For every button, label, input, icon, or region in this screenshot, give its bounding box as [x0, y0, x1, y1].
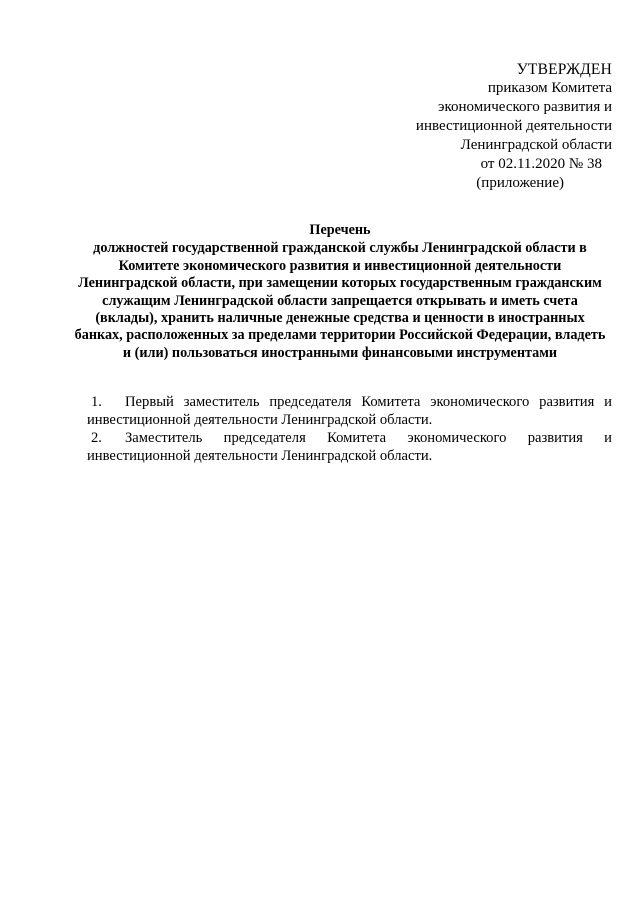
list-item-number: 2.: [91, 430, 102, 446]
positions-list: [87, 393, 612, 465]
list-item-text: Первый заместитель председателя Комитета экономического развития и: [125, 394, 612, 410]
approval-date-text: от 02.11.2020 № 38: [480, 156, 602, 172]
document-title-block: [70, 222, 610, 362]
list-item-first-line: [87, 393, 612, 411]
list-item-first-line: [87, 429, 612, 447]
list-item: [87, 429, 612, 465]
list-item-continuation: инвестиционной деятельности Ленинградской области.: [87, 412, 433, 428]
approval-heading: УТВЕРЖДЕН: [516, 61, 612, 78]
approval-line-region: Ленинградской области: [460, 137, 612, 153]
approval-date-number: [352, 155, 612, 174]
approval-annex: (приложение): [476, 175, 564, 191]
approval-line-order: приказом Комитета: [487, 80, 612, 96]
document-description: должностей государственной гражданской службы Ленинградской области в Комитете экономического развития и инвестиционной деятельности Ленинградской области, при замещении которых государственным гражданским служащим Ленинградской области запрещается открывать и иметь счета (вклады), хранить наличные денежные средства и ценности в иностранных банках, расположенных за пределами территории Российской Федерации, владеть и (или) пользоваться иностранными финансовыми инструментами: [74, 240, 606, 361]
list-item-continuation: инвестиционной деятельности Ленинградской области.: [87, 448, 433, 464]
approval-stamp: [352, 60, 612, 193]
list-item: [87, 393, 612, 429]
approval-line-committee: экономического развития и: [438, 99, 612, 115]
list-item-number: 1.: [91, 394, 102, 410]
approval-line-investment: инвестиционной деятельности: [415, 118, 612, 134]
document-title: Перечень: [309, 222, 371, 238]
list-item-text: Заместитель председателя Комитета экономического развития и: [125, 430, 612, 446]
